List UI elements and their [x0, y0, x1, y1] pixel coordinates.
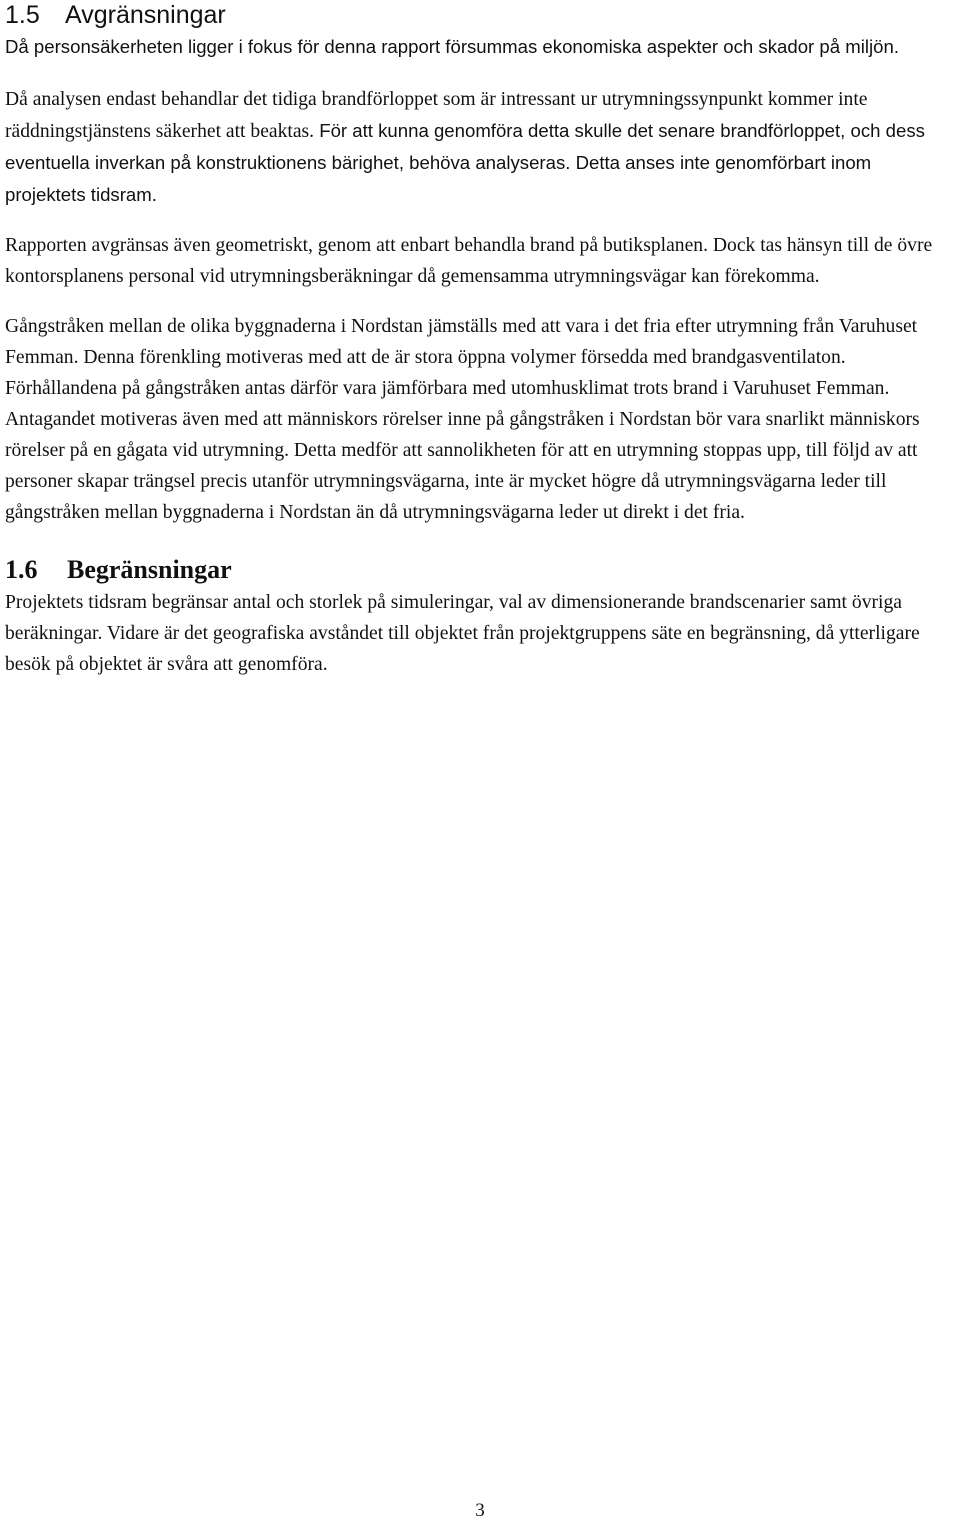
section-number: 1.6 — [5, 555, 38, 584]
paragraph-walkways: Gångstråken mellan de olika byggnaderna i Nordstan jämställs med att vara i det fria efter utrymning från Varuhuset Femman. Denna förenkling motiveras med att de är stora öppna volymer försedda med brandgasventilaton. Förhållandena på gångstråken antas därför vara jämförbara med utomhusklimat trots brand i Varuhuset Femman. Antagandet motiveras även med att människors rörelser inne på gångstråken i Nordstan bör vara snarlikt människors rörelser på en gågata vid utrymning. Detta medför att sannolikheten för att en utrymning stoppas upp, till följd av att personer skapar trängsel precis utanför utrymningsvägarna, inte är mycket högre då utrymningsvägarna leder till gångstråken mellan byggnaderna i Nordstan än då utrymningsvägarna leder ut direkt i det fria. — [5, 316, 920, 523]
section-number: 1.5 — [5, 1, 40, 29]
paragraph-early-fire-part1: Då analysen endast behandlar det tidiga brandförloppet som är intressant ur utrymningssynpunkt kommer inte räddningstjänstens säkerhet att beaktas. — [5, 89, 868, 142]
paragraph-early-fire — [5, 84, 955, 211]
section-heading-avgransningar — [5, 0, 955, 30]
section-title: Begränsningar — [67, 555, 232, 584]
page-number: 3 — [475, 1500, 485, 1521]
paragraph-time-frame: Projektets tidsram begränsar antal och storlek på simuleringar, val av dimensionerande brandscenarier samt övriga beräkningar. Vidare är det geografiska avståndet till objektet från projektgruppens säte en begränsning, då ytterligare besök på objektet är svåra att genomföra. — [5, 592, 920, 675]
section-title: Avgränsningar — [65, 1, 226, 29]
paragraph-focus: Då personsäkerheten ligger i fokus för denna rapport försummas ekonomiska aspekter och skador på miljön. — [5, 36, 899, 57]
paragraph-early-fire-part2: För att kunna genomföra detta skulle det senare brandförloppet, och dess eventuella inverkan på konstruktionens bärighet, behöva analyseras. Detta anses inte genomförbart inom projektets tidsram. — [5, 120, 925, 205]
document-page — [5, 0, 955, 680]
section-heading-begransningar — [5, 553, 955, 587]
paragraph-geometric: Rapporten avgränsas även geometriskt, genom att enbart behandla brand på butiksplanen. Dock tas hänsyn till de övre kontorsplanens personal vid utrymningsberäkningar då gemensamma utrymningsvägar kan förekomma. — [5, 235, 933, 287]
